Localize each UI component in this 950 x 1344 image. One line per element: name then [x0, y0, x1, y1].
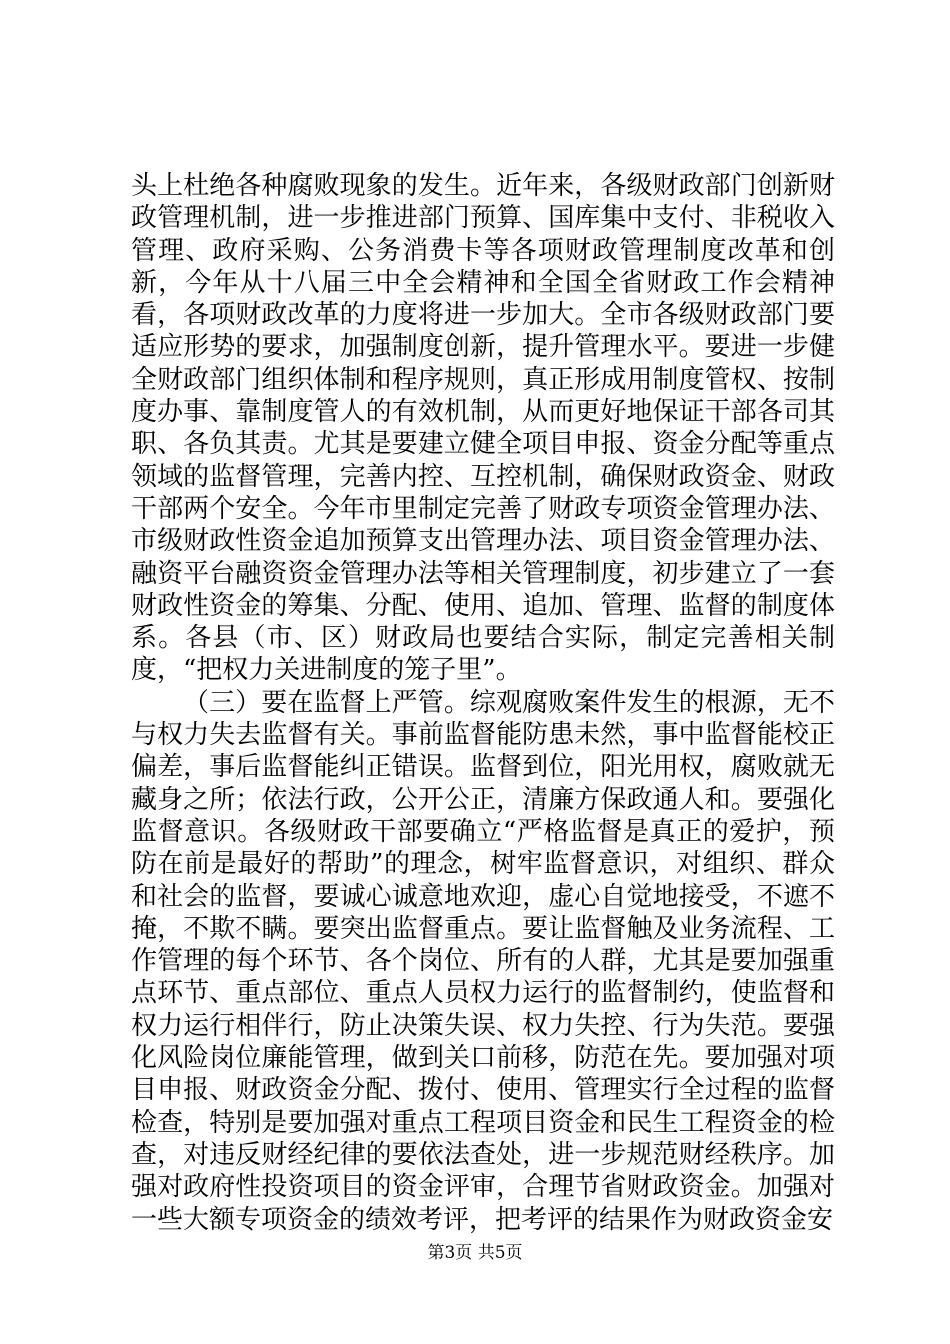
paragraph-1: 头上杜绝各种腐败现象的发生。近年来，各级财政部门创新财政管理机制，进一步推进部门预算、国库集中支付、非税收入管理、政府采购、公务消费卡等各项财政管理制度改革和创新，今年从十八届三中全会精神和全国全省财政工作会精神看，各项财政改革的力度将进一步加大。全市各级财政部门要适应形势的要求，加强制度创新，提升管理水平。要进一步健全财政部门组织体制和程序规则，真正形成用制度管权、按制度办事、靠制度管人的有效机制，从而更好地保证干部各司其职、各负其责。尤其是要建立健全项目申报、资金分配等重点领域的监督管理，完善内控、互控机制，确保财政资金、财政干部两个安全。今年市里制定完善了财政专项资金管理办法、市级财政性资金追加预算支出管理办法、项目资金管理办法、融资平台融资资金管理办法等相关管理制度，初步建立了一套财政性资金的筹集、分配、使用、追加、管理、监督的制度体系。各县（市、区）财政局也要结合实际，制定完善相关制度，“把权力关进制度的笼子里”。 [131, 171, 835, 686]
page-footer: 第3页 共5页 [427, 1243, 523, 1263]
body-text [131, 170, 835, 1236]
paragraph-2: （三）要在监督上严管。综观腐败案件发生的根源，无不与权力失去监督有关。事前监督能防患未然，事中监督能校正偏差，事后监督能纠正错误。监督到位，阳光用权，腐败就无藏身之所；依法行政，公开公正，清廉方保政通人和。要强化监督意识。各级财政干部要确立“严格监督是真正的爱护，预防在前是最好的帮助”的理念，树牢监督意识，对组织、群众和社会的监督，要诚心诚意地欢迎，虚心自觉地接受，不遮不掩，不欺不瞒。要突出监督重点。要让监督触及业务流程、工作管理的每个环节、各个岗位、所有的人群，尤其是要加强重点环节、重点部位、重点人员权力运行的监督制约，使监督和权力运行相伴行，防止决策失误、权力失控、行为失范。要强化风险岗位廉能管理，做到关口前移，防范在先。要加强对项目申报、财政资金分配、拨付、使用、管理实行全过程的监督检查，特别是要加强对重点工程项目资金和民生工程资金的检查，对违反财经纪律的要依法查处，进一步规范财经秩序。加强对政府性投资项目的资金评审，合理节省财政资金。加强对一些大额专项资金的绩效考评，把考评的结果作为财政资金安 [131, 687, 835, 1235]
